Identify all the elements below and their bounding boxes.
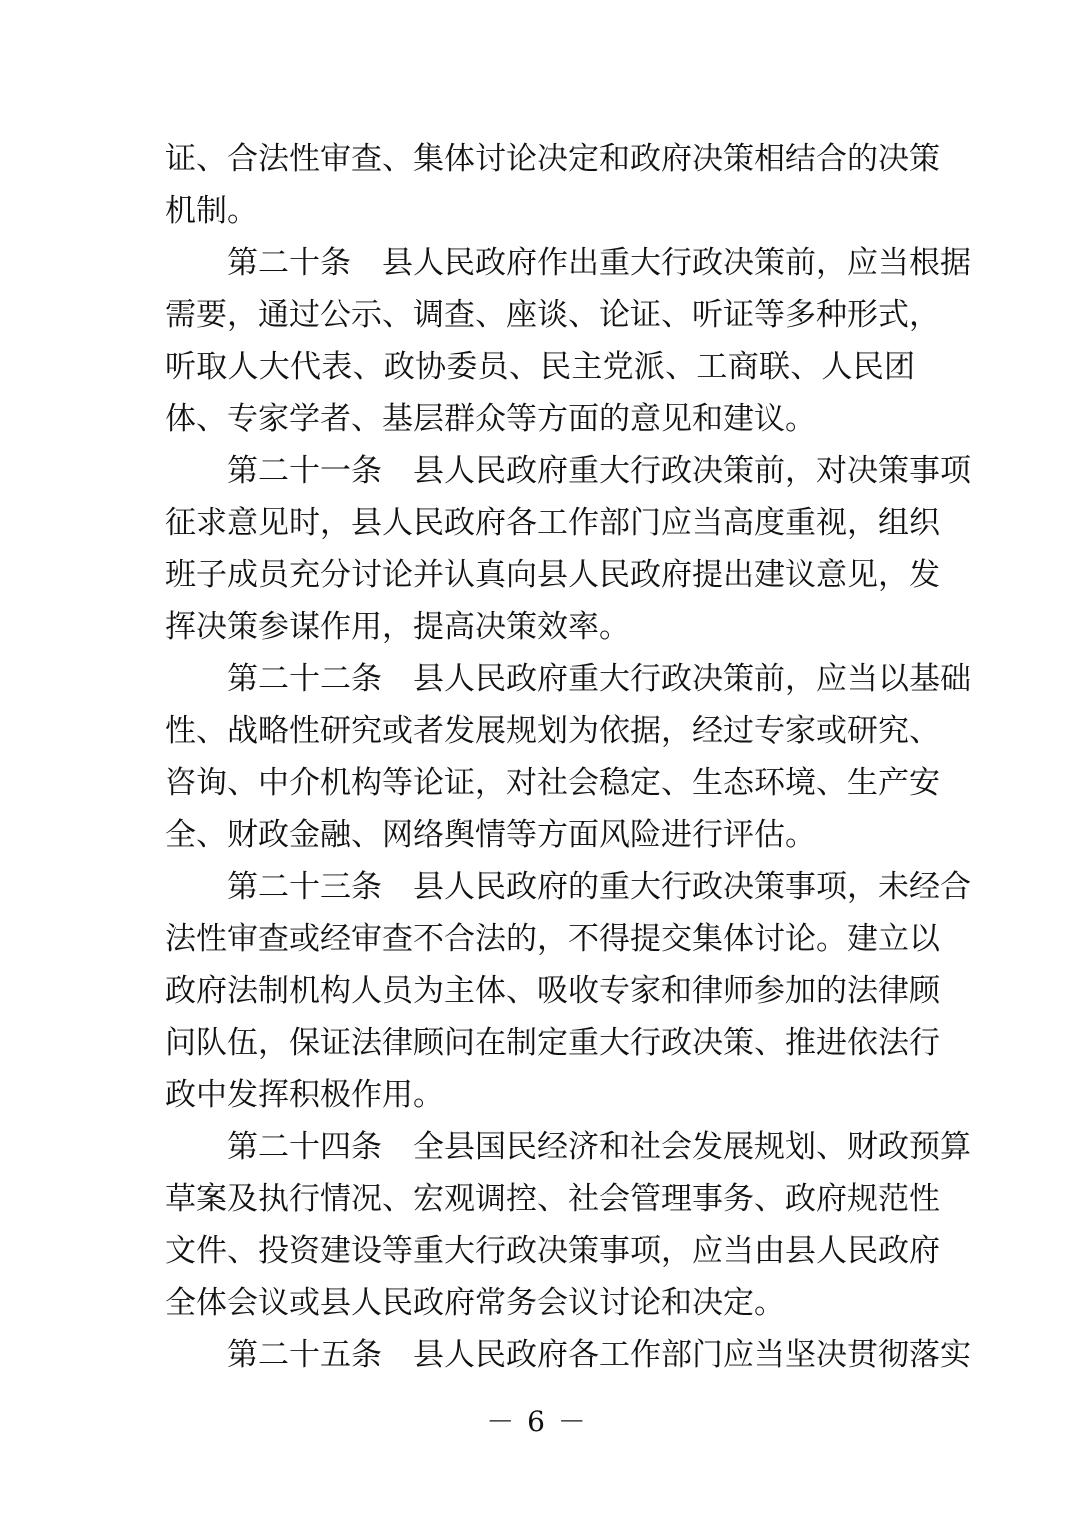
text-line: 第二十五条 县人民政府各工作部门应当坚决贯彻落实 <box>165 1337 971 1373</box>
text-line: 第二十四条 全县国民经济和社会发展规划、财政预算 <box>165 1129 971 1165</box>
text-line: 第二十条 县人民政府作出重大行政决策前，应当根据 <box>165 245 971 281</box>
text-line: 全、财政金融、网络舆情等方面风险进行评估。 <box>165 817 816 853</box>
document-body <box>165 133 971 1381</box>
text-line: 第二十三条 县人民政府的重大行政决策事项，未经合 <box>165 869 971 905</box>
text-line: 文件、投资建设等重大行政决策事项，应当由县人民政府 <box>165 1233 940 1269</box>
text-line: 证、合法性审查、集体讨论决定和政府决策相结合的决策 <box>165 141 940 177</box>
text-line: 需要，通过公示、调查、座谈、论证、听证等多种形式， <box>165 297 940 333</box>
text-line: 政府法制机构人员为主体、吸收专家和律师参加的法律顾 <box>165 973 940 1009</box>
text-line: 法性审查或经审查不合法的，不得提交集体讨论。建立以 <box>165 921 940 957</box>
text-line: 咨询、中介机构等论证，对社会稳定、生态环境、生产安 <box>165 765 940 801</box>
text-line: 问队伍，保证法律顾问在制定重大行政决策、推进依法行 <box>165 1025 940 1061</box>
text-line: 机制。 <box>165 193 258 229</box>
text-line: 第二十二条 县人民政府重大行政决策前，应当以基础 <box>165 661 971 697</box>
text-line: 性、战略性研究或者发展规划为依据，经过专家或研究、 <box>165 713 940 749</box>
text-line: 班子成员充分讨论并认真向县人民政府提出建议意见，发 <box>165 557 940 593</box>
page-number: － 6 － <box>486 1405 588 1438</box>
text-line: 政中发挥积极作用。 <box>165 1077 444 1113</box>
text-line: 挥决策参谋作用，提高决策效率。 <box>165 609 630 645</box>
text-line: 草案及执行情况、宏观调控、社会管理事务、政府规范性 <box>165 1181 940 1217</box>
text-line: 全体会议或县人民政府常务会议讨论和决定。 <box>165 1285 785 1321</box>
text-line: 征求意见时，县人民政府各工作部门应当高度重视，组织 <box>165 505 940 541</box>
text-line: 听取人大代表、政协委员、民主党派、工商联、人民团 <box>165 349 915 385</box>
text-line: 第二十一条 县人民政府重大行政决策前，对决策事项 <box>165 453 971 489</box>
text-line: 体、专家学者、基层群众等方面的意见和建议。 <box>165 401 816 437</box>
